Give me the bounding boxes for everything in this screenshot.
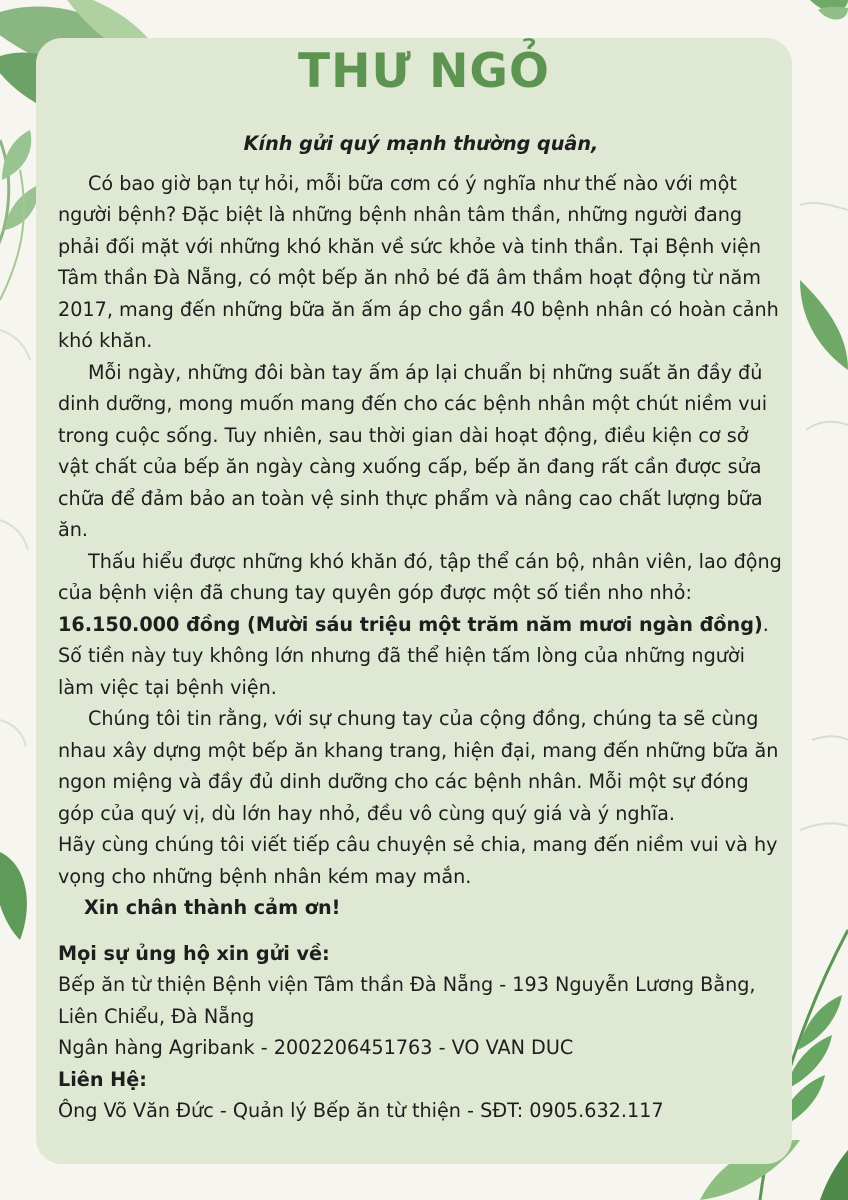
paragraph-5: Hãy cùng chúng tôi viết tiếp câu chuyện sẻ chia, mang đến niềm vui và hy vọng cho những bệnh nhân kém may mắn. (58, 833, 778, 888)
page-title: THƯ NGỎ (298, 44, 550, 99)
contact-heading: Liên Hệ: (58, 1067, 147, 1091)
thanks-line: Xin chân thành cảm ơn! (84, 896, 341, 919)
donation-heading: Mọi sự ủng hộ xin gửi về: (58, 941, 330, 965)
donation-address: Bếp ăn từ thiện Bệnh viện Tâm thần Đà Nẵng - 193 Nguyễn Lương Bằng, Liên Chiểu, Đà Nẵng (58, 973, 756, 1028)
greeting: Kính gửi quý mạnh thường quân, (243, 132, 599, 155)
letter-body (58, 128, 784, 1127)
paragraph-1: Có bao giờ bạn tự hỏi, mỗi bữa cơm có ý nghĩa như thế nào với một người bệnh? Đặc biệt là những bệnh nhân tâm thần, những người đang phải đối mặt với những khó khăn về sức khỏe và tinh thần. Tại Bệnh viện Tâm thần Đà Nẵng, có một bếp ăn nhỏ bé đã âm thầm hoạt động từ năm 2017, mang đến những bữa ăn ấm áp cho gần 40 bệnh nhân có hoàn cảnh khó khăn. (58, 171, 779, 352)
paragraph-3-after: . Số tiền này tuy không lớn nhưng đã thể hiện tấm lòng của những người làm việc tại bệnh viện. (58, 612, 769, 699)
paragraph-3 (58, 546, 784, 704)
donation-amount: 16.150.000 đồng (Mười sáu triệu một trăm năm mươi ngàn đồng) (58, 612, 763, 636)
contact-person: Ông Võ Văn Đức - Quản lý Bếp ăn từ thiện - SĐT: 0905.632.117 (58, 1099, 664, 1122)
bank-account: Ngân hàng Agribank - 2002206451763 - VO VAN DUC (58, 1036, 574, 1059)
paragraph-4: Chúng tôi tin rằng, với sự chung tay của cộng đồng, chúng ta sẽ cùng nhau xây dựng một bếp ăn khang trang, hiện đại, mang đến những bữa ăn ngon miệng và đầy đủ dinh dưỡng cho các bệnh nhân. Mỗi một sự đóng góp của quý vị, dù lớn hay nhỏ, đều vô cùng quý giá và ý nghĩa. (58, 707, 779, 825)
paragraph-3-before: Thấu hiểu được những khó khăn đó, tập thể cán bộ, nhân viên, lao động của bệnh viện đã chung tay quyên góp được một số tiền nho nhỏ: (58, 549, 782, 604)
paragraph-2: Mỗi ngày, những đôi bàn tay ấm áp lại chuẩn bị những suất ăn đầy đủ dinh dưỡng, mong muốn mang đến cho các bệnh nhân một chút niềm vui trong cuộc sống. Tuy nhiên, sau thời gian dài hoạt động, điều kiện cơ sở vật chất của bếp ăn ngày càng xuống cấp, bếp ăn đang rất cần được sửa chữa để đảm bảo an toàn vệ sinh thực phẩm và nâng cao chất lượng bữa ăn. (58, 360, 768, 541)
